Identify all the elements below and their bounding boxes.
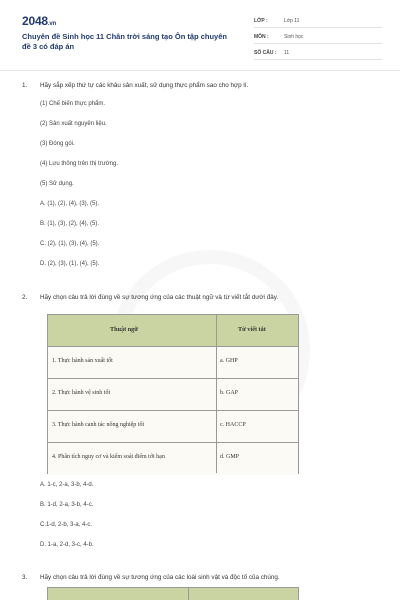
terms-table bbox=[47, 314, 299, 474]
table-header-abbr: Từ viết tắt bbox=[238, 326, 266, 333]
meta-subject: MÔN : Sinh học bbox=[254, 31, 382, 44]
q2-option-d[interactable]: D. 1-a, 2-d, 3-c, 4-b. bbox=[40, 542, 94, 548]
document-title: Chuyên đề Sinh học 11 Chân trời sáng tạo Ôn tập chuyên đề 3 có đáp án bbox=[22, 32, 227, 51]
q1-option-a[interactable]: A. (1), (2), (4), (3), (5). bbox=[40, 201, 100, 207]
q1-item: (1) Chế biến thực phẩm. bbox=[40, 101, 106, 107]
table-column-divider bbox=[216, 315, 217, 473]
q1-item: (5) Sử dụng. bbox=[40, 181, 74, 187]
q1-option-d[interactable]: D. (2), (3), (1), (4), (5). bbox=[40, 261, 100, 267]
table-column-divider bbox=[188, 588, 189, 600]
table-row: 1. Thực hành sản xuất tốt a. GHP bbox=[48, 347, 298, 379]
q2-option-b[interactable]: B. 1-d, 2-a, 3-b, 4-c. bbox=[40, 502, 94, 508]
q1-item: (4) Lưu thông trên thị trường. bbox=[40, 161, 119, 167]
q1-item: (2) Sản xuất nguyên liệu. bbox=[40, 121, 107, 127]
q1-option-c[interactable]: C. (2), (1), (3), (4), (5). bbox=[40, 241, 100, 247]
q1-option-b[interactable]: B. (1), (3), (2), (4), (5). bbox=[40, 221, 100, 227]
q2-option-c[interactable]: C.1-d, 2-b, 3-a, 4-c. bbox=[40, 522, 93, 528]
organisms-table-partial bbox=[47, 587, 299, 600]
q2-option-a[interactable]: A. 1-c, 2-a, 3-b, 4-d. bbox=[40, 482, 94, 488]
meta-grade: LỚP : Lớp 11 bbox=[254, 15, 382, 28]
table-row: 3. Thực hành canh tác nông nghiệp tốt c. HACCP bbox=[48, 411, 298, 443]
document-page: 2048.vn Chuyên đề Sinh học 11 Chân trời sáng tạo Ôn tập chuyên đề 3 có đáp án LỚP : Lớp 11 MÔN : Sinh học SỐ CÂU : 11 1. Hãy sắp xếp thứ tự các khâu sản xuất, sử dụng thực phẩm sao cho hợp lí. (1) Chế biến thực phẩm. (2) Sản xuất nguyên liệu. (3) Đóng gói. (4) Lưu thông trên thị trường. (5) Sử dụng. A. (1), (2), (4), (3), (5). B. (1), (3), (2), (4), (5). C. (2), (1), (3), (4), (5). D. (2), (3), (1), (4), (5). 2. Hãy chọn câu trả lời đúng về sự tương ứng của các thuật ngữ và từ viết tắt dưới đây. Thuật ngữ Từ viết tắt 1. Thực hành sản xuất tốt a. GHP 2. Thực hành vệ sinh tốt b. GAP 3. Thực hành canh tác nông nghiệp tốt c. HACCP 4. Phân tích nguy cơ và kiểm soát điểm tới hạn d. GMP A. 1-c, 2-a, 3-b, 4-d. B. 1-d, 2-a, 3-b, 4-c. C.1-d, 2-b, 3-a, 4-c. D. 1-a, 2-d, 3-c, 4-b. 3. Hãy chọn câu trả lời đúng về sự tương ứng của các loài sinh vật và độc tố của chúng. bbox=[0, 0, 400, 600]
table-row: 2. Thực hành vệ sinh tốt b. GAP bbox=[48, 379, 298, 411]
table-header-row bbox=[48, 315, 298, 347]
meta-question-count: SỐ CÂU : 11 bbox=[254, 47, 382, 60]
document-header bbox=[0, 0, 400, 68]
header-divider bbox=[0, 70, 400, 71]
document-meta bbox=[254, 15, 382, 63]
site-logo[interactable]: 2048.vn bbox=[22, 14, 56, 28]
q1-item: (3) Đóng gói. bbox=[40, 141, 75, 147]
table-header-term: Thuật ngữ bbox=[110, 326, 138, 333]
table-row: 4. Phân tích nguy cơ và kiểm soát điểm tới hạn d. GMP bbox=[48, 443, 298, 475]
